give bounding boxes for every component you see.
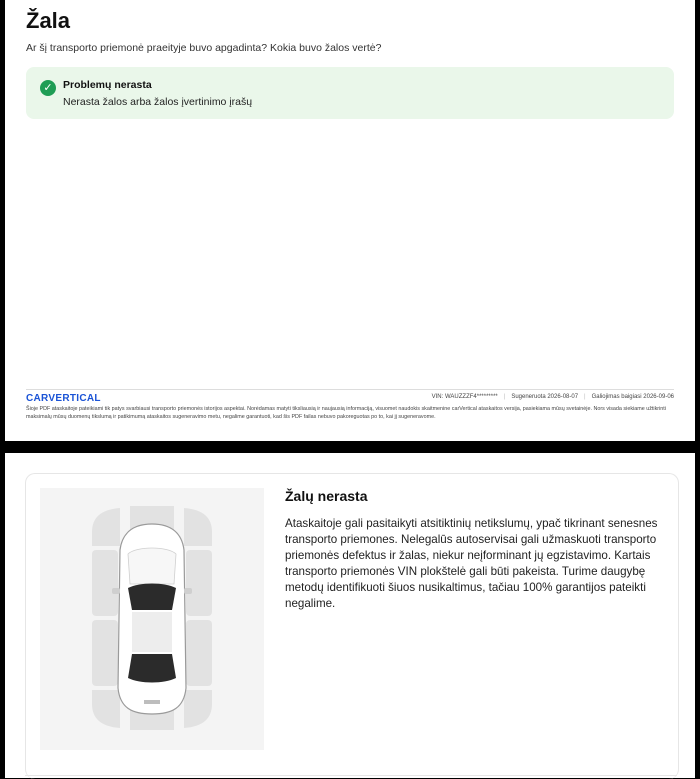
- status-title: Problemų nerasta: [63, 79, 152, 91]
- report-page-damage: [5, 0, 695, 441]
- footer-divider: [26, 389, 674, 390]
- vin-text: VIN: WAUZZZF4*********: [431, 394, 498, 400]
- report-meta: [432, 394, 674, 400]
- no-damage-heading: Žalų nerasta: [285, 488, 368, 504]
- car-diagram: [40, 488, 264, 750]
- disclaimer-text: Šioje PDF ataskaitoje pateikiami tik patys svarbiausi transporto priemonės istorijos aspektai. Norėdamas matyti tiksliausią ir naujausią informaciją, visuomet naudokis skaitmenine carVertical ataskaitos versija, pasiekiama mūsų svetainėje. Nors visada siekiame užtikrinti maksimalų mūsų duomenų tikslumą ir patikimumą ataskaitos sugeneravimo metu, negalime garantuoti, kad šis PDF failas nebuvo pakoreguotas po to, kai jį sugeneravome.: [26, 406, 666, 420]
- no-damage-card: [25, 473, 679, 779]
- report-page-no-damage: [5, 453, 695, 778]
- status-text: Nerasta žalos arba žalos įvertinimo įrašų: [63, 96, 253, 108]
- valid-until-date: Galiojimas baigiasi 2026-09-06: [591, 394, 674, 400]
- generated-date: Sugeneruota 2026-08-07: [511, 394, 579, 400]
- check-circle-icon: ✓: [40, 80, 56, 96]
- carvertical-logo: CARVERTICAL: [26, 393, 101, 404]
- meta-separator: |: [584, 394, 586, 400]
- section-subtitle: Ar šį transporto priemonė praeityje buvo apgadinta? Kokia buvo žalos vertė?: [26, 42, 382, 54]
- bottom-divider: [25, 775, 677, 776]
- section-title: Žala: [26, 8, 71, 33]
- status-box: [26, 67, 674, 119]
- meta-separator: |: [503, 394, 506, 400]
- car-top-view-icon: [40, 488, 264, 750]
- no-damage-description: Ataskaitoje gali pasitaikyti atsitiktinių netikslumų, ypač tikrinant senesnes transporto priemones. Nelegalūs autoservisai gali užmaskuoti transporto priemonės defektus ir žalas, niekur neįforminant jų egzistavimo. Kartais transporto priemonės VIN plokštelė gali būti pakeista. Turime daugybę metodų identifikuoti šiuos nusikaltimus, tačiau 100% garantijos pateikti negalime.: [285, 517, 658, 610]
